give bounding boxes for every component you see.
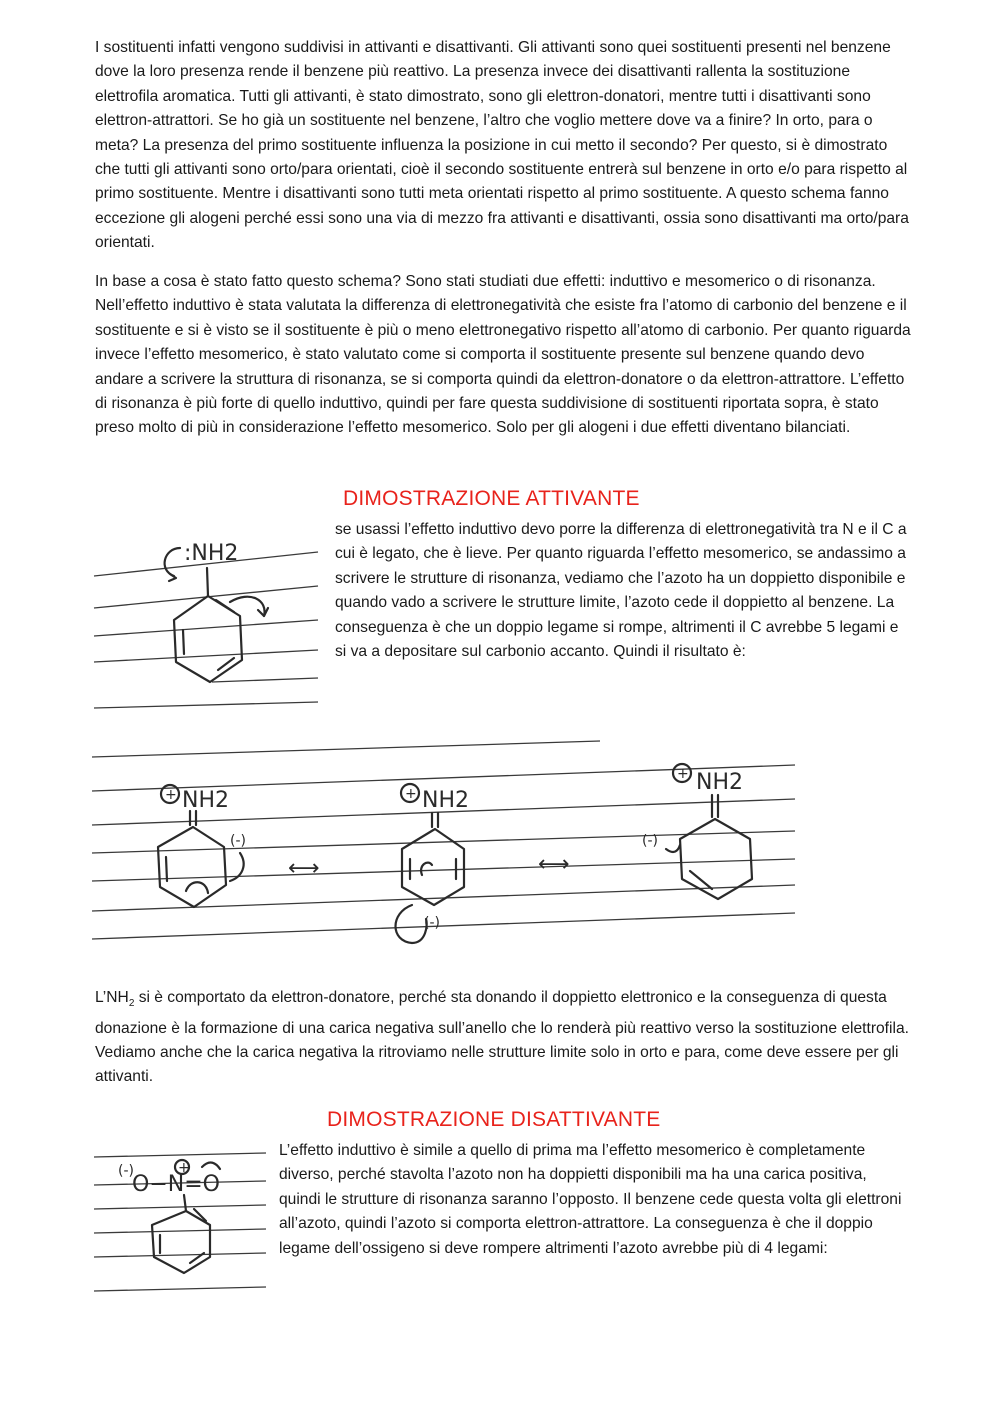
resonance-nh2-label-1: NH2 <box>182 788 229 813</box>
svg-text:(-): (-) <box>642 833 658 849</box>
svg-text:(-): (-) <box>230 833 246 849</box>
svg-text:+: + <box>165 787 177 803</box>
svg-text:+: + <box>178 1160 190 1176</box>
deactivating-explanation: L’effetto induttivo è simile a quello di prima ma l’effetto mesomerico è completamente diverso, perché stavolta l’azoto non ha doppietti disponibili ma ha una carica positiva, quindi le strutture di risonanza saranno l’opposto. Il benzene cede questa volta gli elettroni all’azoto, quindi l’azoto si comporta elettron-attrattore. La conseguenza è che il doppio legame dell’ossigeno si deve rompere altrimenti l’azoto avrebbe più di 4 legami: <box>279 1142 902 1257</box>
resonance-structure-3 <box>642 764 752 899</box>
section-heading-deactivating: DIMOSTRAZIONE DISATTIVANTE <box>327 1108 661 1131</box>
nitrobenzene-sketch <box>92 1145 270 1297</box>
nitro-group-label: O−N=O <box>132 1172 220 1197</box>
activating-explanation: se usassi l’effetto induttivo devo porre la differenza di elettronegatività tra N e il C a cui è legato, che è lieve. Per quanto riguarda l’effetto mesomerico, se andassimo a scrivere le strutture di risonanza, vediamo che l’azoto ha un doppietto disponibile e quando vado a scrivere le strutture limite, l’azoto cede il doppietto al benzene. La conseguenza è che un doppio legame si rompe, altrimenti il C avrebbe 5 legami e si va a depositare sul carbonio accanto. Quindi il risultato è: <box>335 521 907 661</box>
section-heading-activating: DIMOSTRAZIONE ATTIVANTE <box>343 487 640 510</box>
intro-paragraph-1: I sostituenti infatti vengono suddivisi in attivanti e disattivanti. Gli attivanti sono quei sostituenti presenti nel benzene dove la loro presenza rende il benzene più reattivo. La presenza invece dei disattivanti rallenta la sostituzione elettrofila aromatica. Tutti gli attivanti, è stato dimostrato, sono gli elettron-donatori, mentre tutti i disattivanti sono elettron-attrattori. Se ho già un sostituente nel benzene, l’altro che voglio mettere dove va a finire? In orto, para o meta? La presenza del primo sostituente influenza la posizione in cui metto il secondo? Per questo, si è dimostrato che tutti gli attivanti sono orto/para orientati, cioè il secondo sostituente entrerà sul benzene in orto e/o para rispetto al primo sostituente. Mentre i disattivanti sono tutti meta orientati rispetto al primo sostituente. A questo schema fanno eccezione gli alogeni perché essi sono una via di mezzo fra attivanti e disattivanti, ossia sono disattivanti ma orto/para orientati. <box>95 39 909 252</box>
svg-text:(-): (-) <box>118 1163 134 1179</box>
resonance-arrow-1: ⟷ <box>288 856 320 881</box>
resonance-structure-1 <box>158 785 246 907</box>
resonance-nh2-label-3: NH2 <box>696 770 743 795</box>
resonance-nh2-label-2: NH2 <box>422 788 469 813</box>
activating-conclusion: $L’NH_2$ si è comportato da elettron-donatore, perché sta donando il doppietto elettronico e la conseguenza di questa donazione è la formazione di una carica negativa sull’anello che lo renderà più reattivo verso la sostituzione elettrofila. Vediamo anche che la carica negativa la ritroviamo nelle strutture limite solo in orto e para, come deve essere per gli attivanti. <box>95 989 909 1086</box>
svg-text:+: + <box>405 786 417 802</box>
activating-resonance-diagram <box>90 735 800 960</box>
aniline-nh2-label: :NH2 <box>184 541 239 566</box>
resonance-arrow-2: ⟷ <box>538 852 570 877</box>
intro-paragraph-2: In base a cosa è stato fatto questo schema? Sono stati studiati due effetti: induttivo e mesomerico o di risonanza. Nell’effetto induttivo è stata valutata la differenza di elettronegatività che esiste fra l’atomo di carbonio del benzene e il sostituente e si è visto se il sostituente è più o meno elettronegativo rispetto all’atomo di carbonio. Per quanto riguarda invece l’effetto mesomerico, è stato valutato come si comporta il sostituente presente sul benzene quando devo andare a scrivere la struttura di risonanza, se si comporta quindi da elettron-donatore o da elettron-attrattore. L’effetto di risonanza è più forte di quello induttivo, quindi per fare questa suddivisione di sostituenti riportata sopra, è stato preso molto di più in considerazione l’effetto mesomerico. Solo per gli alogeni i due effetti diventano bilanciati. <box>95 273 911 437</box>
svg-text:+: + <box>677 766 689 782</box>
svg-text:(-): (-) <box>424 915 440 931</box>
resonance-structure-2 <box>396 784 470 943</box>
aniline-sketch <box>92 530 327 715</box>
